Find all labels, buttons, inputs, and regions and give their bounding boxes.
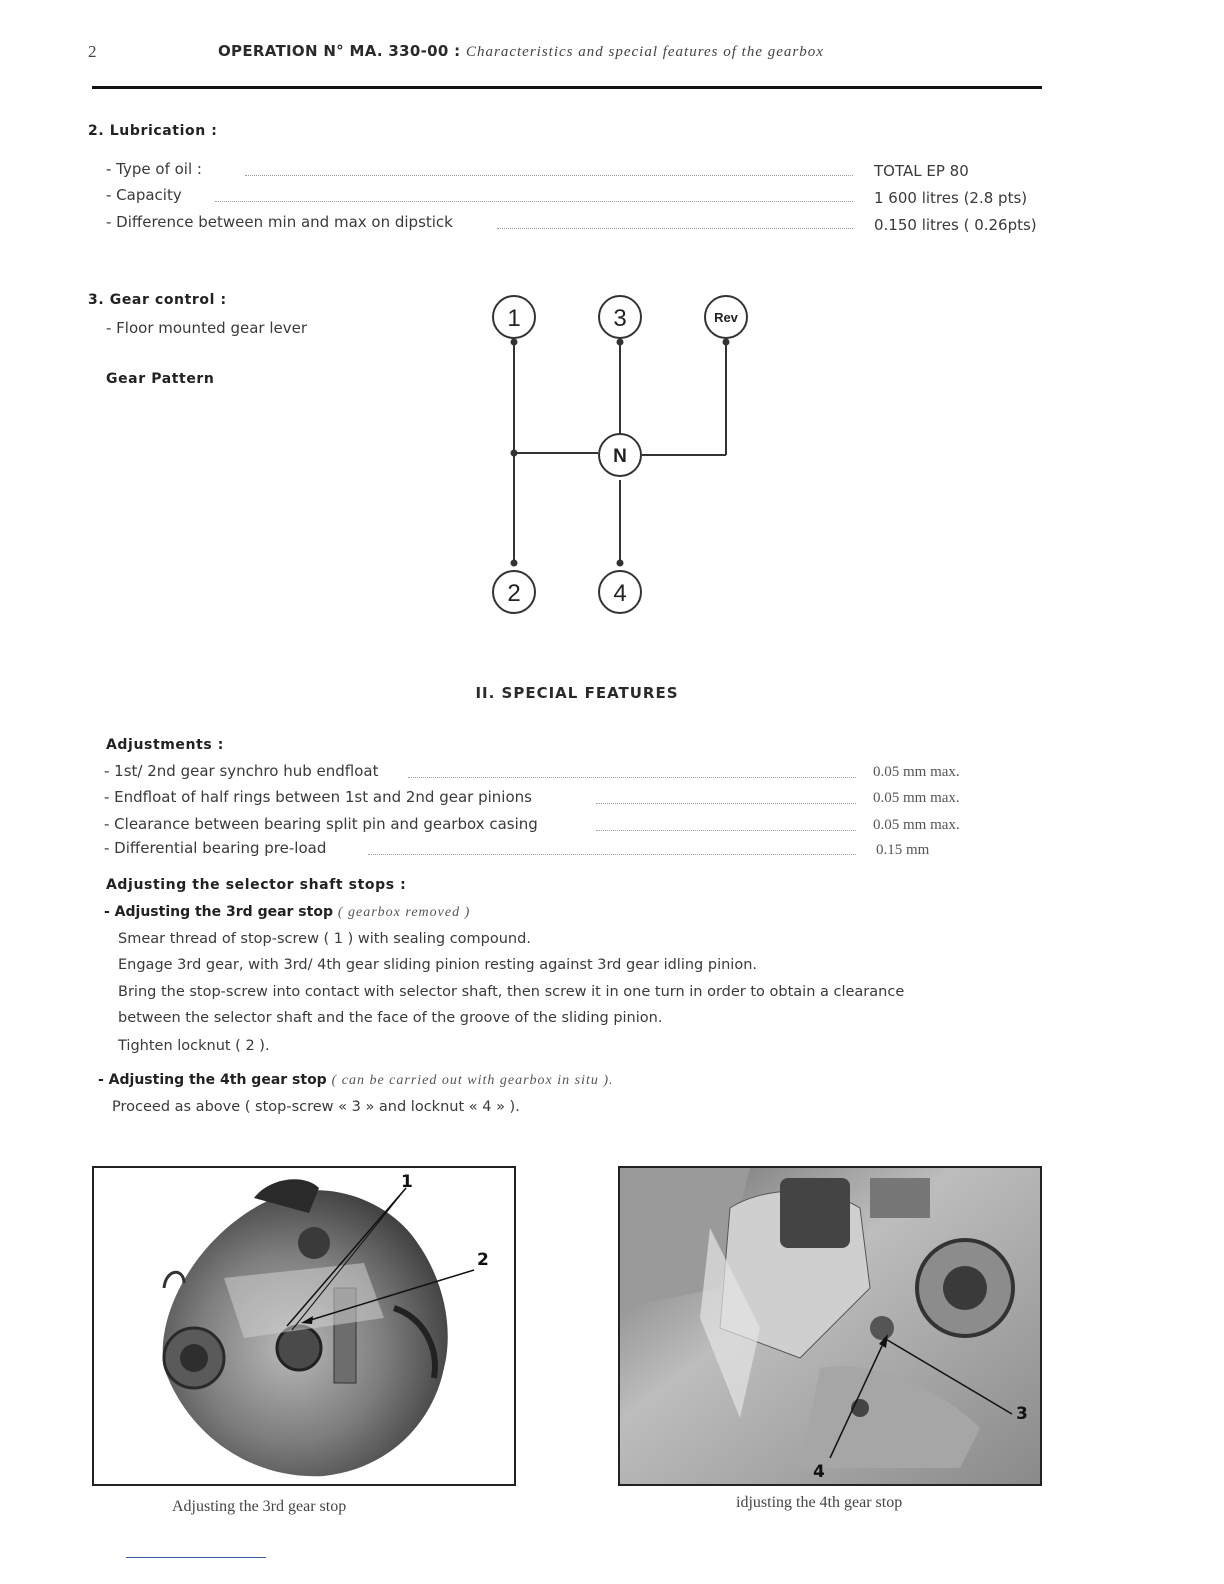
paragraph-line: Engage 3rd gear, with 3rd/ 4th gear sliding pinion resting against 3rd gear idling pinion. bbox=[118, 957, 757, 973]
adjustment-label: - 1st/ 2nd gear synchro hub endfloat bbox=[104, 762, 379, 780]
lubrication-row-value: 1 600 litres (2.8 pts) bbox=[874, 189, 1028, 207]
gearbox-photo-left bbox=[94, 1168, 514, 1484]
leader-dots bbox=[596, 830, 856, 831]
figure-3rd-gear-stop bbox=[92, 1166, 516, 1486]
gear-label-4: 4 bbox=[613, 580, 627, 607]
third-stop-heading bbox=[104, 904, 470, 921]
adjustment-label: - Clearance between bearing split pin and gearbox casing bbox=[104, 815, 538, 833]
paragraph-line: Smear thread of stop-screw ( 1 ) with sealing compound. bbox=[118, 931, 531, 947]
header-rule bbox=[92, 86, 1042, 89]
operation-number: OPERATION N° MA. 330-00 : bbox=[218, 42, 461, 60]
gear-label-2: 2 bbox=[507, 580, 521, 607]
adjustment-value: 0.15 mm bbox=[876, 842, 930, 858]
gear-label-rev: Rev bbox=[714, 310, 738, 325]
third-stop-title: - Adjusting the 3rd gear stop bbox=[104, 904, 333, 920]
selector-heading: Adjusting the selector shaft stops : bbox=[106, 877, 407, 893]
leader-dots bbox=[368, 854, 856, 855]
adjustment-value: 0.05 mm max. bbox=[873, 764, 960, 780]
callout-4: 4 bbox=[813, 1462, 825, 1482]
adjustment-label: - Differential bearing pre-load bbox=[104, 839, 327, 857]
leader-dots bbox=[245, 175, 853, 176]
figure-4th-gear-stop bbox=[618, 1166, 1042, 1486]
gear-control-heading: 3. Gear control : bbox=[88, 292, 227, 308]
leader-dots bbox=[408, 777, 856, 778]
gear-control-item: - Floor mounted gear lever bbox=[106, 319, 308, 337]
gearbox-photo-right bbox=[620, 1168, 1040, 1484]
paragraph-line: between the selector shaft and the face of the groove of the sliding pinion. bbox=[118, 1010, 663, 1026]
gear-label-1: 1 bbox=[507, 305, 521, 332]
gear-label-3: 3 bbox=[613, 305, 627, 332]
fourth-stop-heading bbox=[98, 1072, 614, 1089]
gear-label-n: N bbox=[613, 446, 627, 467]
fourth-stop-note: ( can be carried out with gearbox in situ ). bbox=[331, 1073, 614, 1088]
lubrication-row-value: TOTAL EP 80 bbox=[874, 162, 969, 180]
paragraph-line: Bring the stop-screw into contact with selector shaft, then screw it in one turn in order to obtain a clearance bbox=[118, 984, 905, 1000]
paragraph-line: Tighten locknut ( 2 ). bbox=[118, 1038, 270, 1054]
callout-1: 1 bbox=[401, 1172, 413, 1192]
special-features-title: II. SPECIAL FEATURES bbox=[475, 684, 679, 702]
page-number: 2 bbox=[88, 42, 97, 61]
callout-3: 3 bbox=[1016, 1404, 1028, 1424]
third-stop-note: ( gearbox removed ) bbox=[337, 905, 471, 920]
footer-rule bbox=[126, 1557, 266, 1558]
lubrication-row-label: - Difference between min and max on dipstick bbox=[106, 213, 453, 231]
figure-caption-right: idjusting the 4th gear stop bbox=[736, 1494, 903, 1511]
lubrication-row-value: 0.150 litres ( 0.26pts) bbox=[874, 216, 1037, 234]
leader-dots bbox=[596, 803, 856, 804]
lubrication-row-label: - Capacity bbox=[106, 186, 182, 204]
gear-pattern-label: Gear Pattern bbox=[106, 371, 215, 387]
adjustment-label: - Endfloat of half rings between 1st and 2nd gear pinions bbox=[104, 788, 532, 806]
page-header bbox=[218, 42, 824, 61]
lubrication-heading: 2. Lubrication : bbox=[88, 123, 218, 139]
lubrication-row-label: - Type of oil : bbox=[106, 160, 202, 178]
paragraph-line: Proceed as above ( stop-screw « 3 » and locknut « 4 » ). bbox=[112, 1099, 520, 1115]
adjustments-heading: Adjustments : bbox=[106, 737, 224, 753]
adjustment-value: 0.05 mm max. bbox=[873, 817, 960, 833]
leader-dots bbox=[497, 228, 853, 229]
adjustment-value: 0.05 mm max. bbox=[873, 790, 960, 806]
figure-caption-left: Adjusting the 3rd gear stop bbox=[172, 1498, 347, 1515]
gear-pattern-diagram bbox=[480, 285, 770, 625]
leader-dots bbox=[215, 201, 853, 202]
header-subtitle: Characteristics and special features of the gearbox bbox=[466, 44, 824, 60]
fourth-stop-title: - Adjusting the 4th gear stop bbox=[98, 1072, 327, 1088]
callout-2: 2 bbox=[477, 1250, 489, 1270]
